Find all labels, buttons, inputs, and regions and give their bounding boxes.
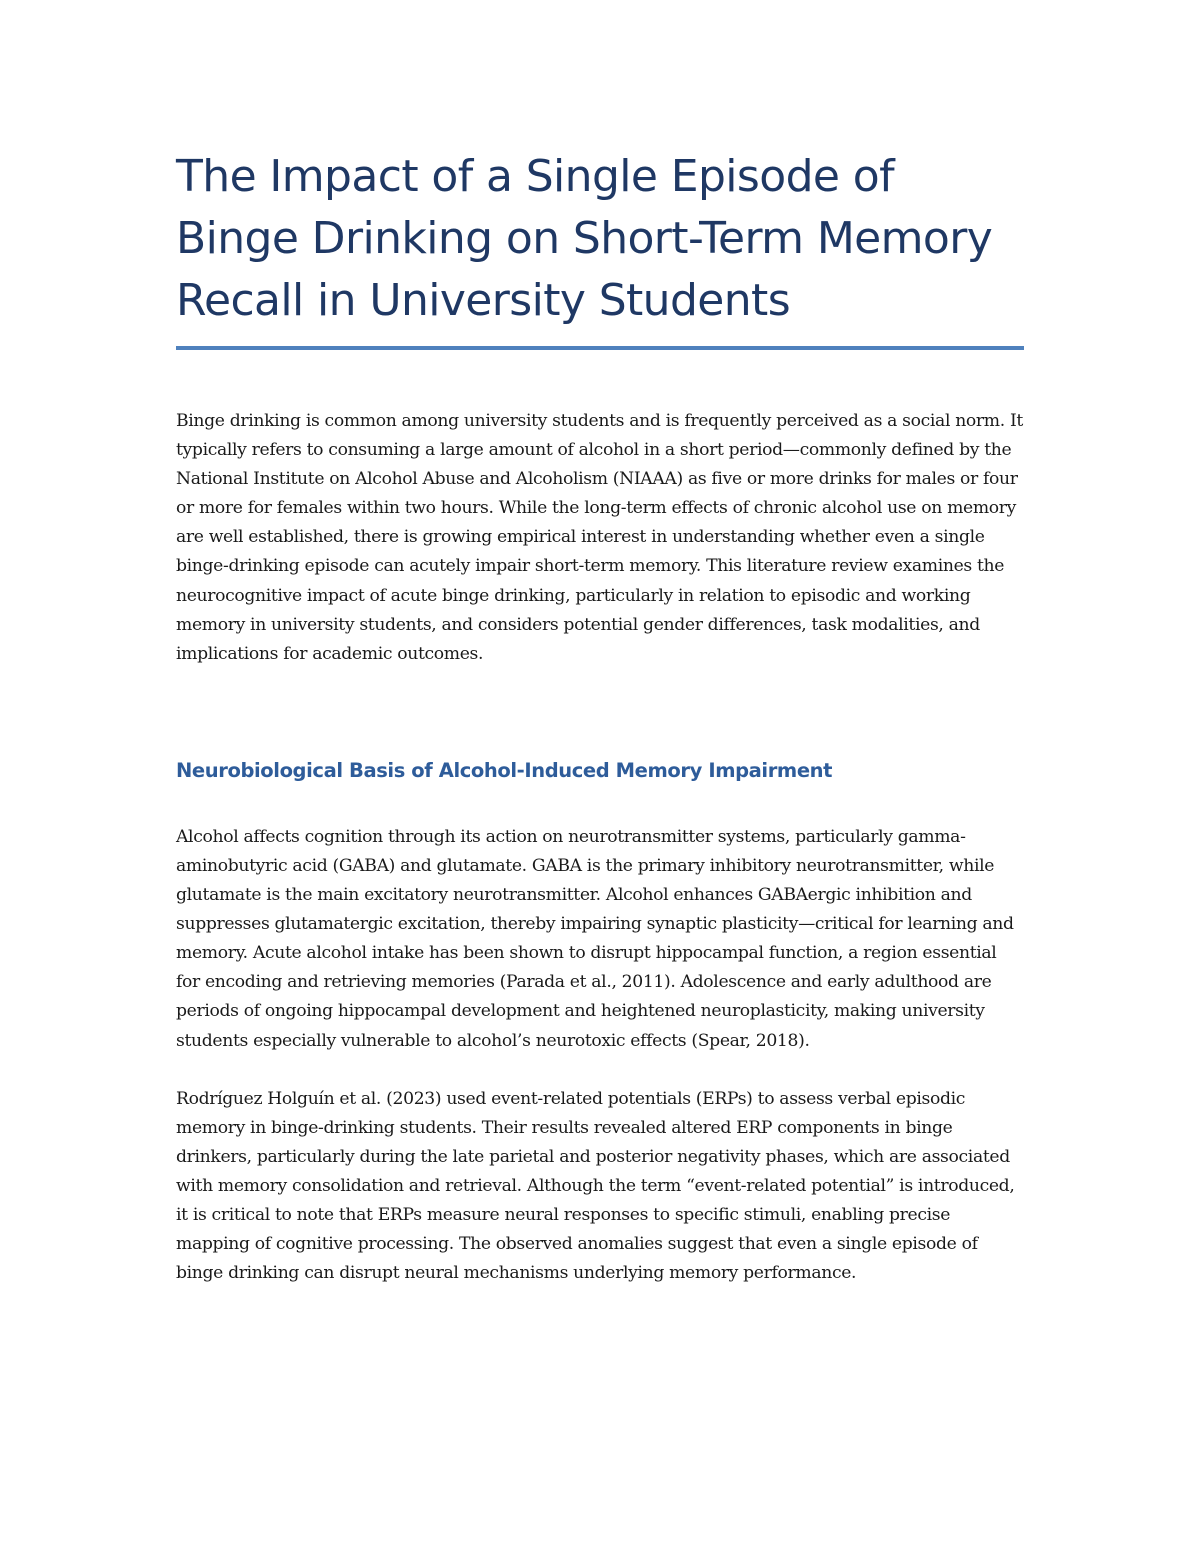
title-underline-rule <box>176 346 1024 350</box>
section-heading-neurobiological-basis: Neurobiological Basis of Alcohol-Induced Memory Impairment <box>176 758 833 782</box>
section-paragraph: Rodríguez Holguín et al. (2023) used event-related potentials (ERPs) to assess verbal episodic memory in binge-drinking students. Their results revealed altered ERP components in binge drinkers, particularly during the late parietal and posterior negativity phases, which are associated with memory consolidation and retrieval. Although the term “event-related potential” is introduced, it is critical to note that ERPs measure neural responses to specific stimuli, enabling precise mapping of cognitive processing. The observed anomalies suggest that even a single episode of binge drinking can disrupt neural mechanisms underlying memory performance. <box>176 1088 1015 1284</box>
intro-paragraph: Binge drinking is common among university students and is frequently perceived as a social norm. It typically refers to consuming a large amount of alcohol in a short period—commonly defined by the National Institute on Alcohol Abuse and Alcoholism (NIAAA) as five or more drinks for males or four or more for females within two hours. While the long-term effects of chronic alcohol use on memory are well established, there is growing empirical interest in understanding whether even a single binge-drinking episode can acutely impair short-term memory. This literature review examines the neurocognitive impact of acute binge drinking, particularly in relation to episodic and working memory in university students, and considers potential gender differences, task modalities, and implications for academic outcomes. <box>176 411 1023 664</box>
section-paragraph: Alcohol affects cognition through its action on neurotransmitter systems, particularly gamma-aminobutyric acid (GABA) and glutamate. GABA is the primary inhibitory neurotransmitter, while glutamate is the main excitatory neurotransmitter. Alcohol enhances GABAergic inhibition and suppresses glutamatergic excitation, thereby impairing synaptic plasticity—critical for learning and memory. Acute alcohol intake has been shown to disrupt hippocampal function, a region essential for encoding and retrieving memories (Parada et al., 2011). Adolescence and early adulthood are periods of ongoing hippocampal development and heightened neuroplasticity, making university students especially vulnerable to alcohol’s neurotoxic effects (Spear, 2018). <box>176 826 1014 1051</box>
document-body <box>176 146 1024 1288</box>
document-title: The Impact of a Single Episode of Binge Drinking on Short-Term Memory Recall in University Students <box>176 151 993 326</box>
